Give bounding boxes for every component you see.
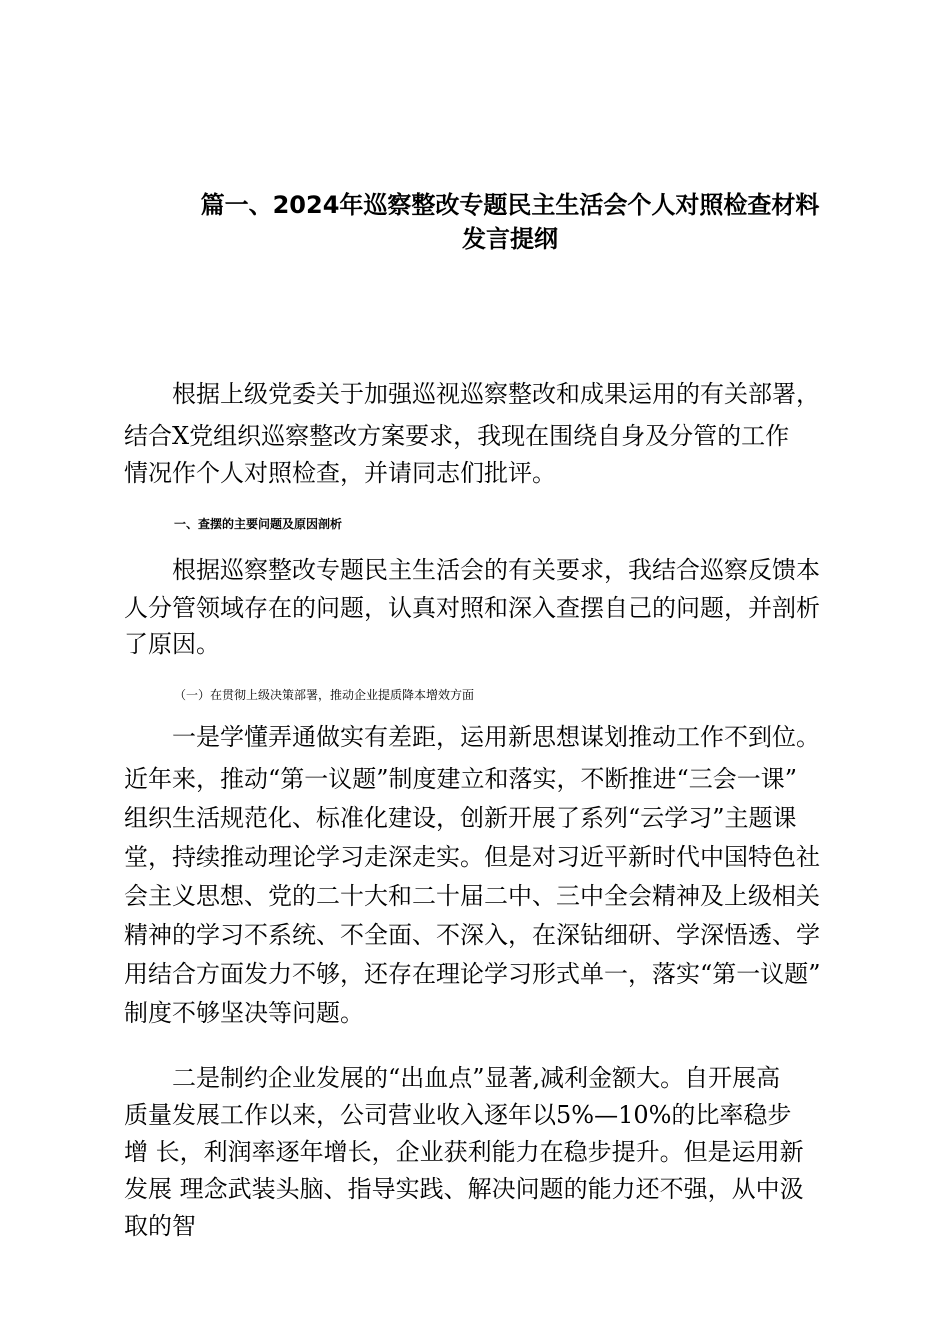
subsection-heading: （一）在贯彻上级决策部署，推动企业提质降本增效方面 (174, 688, 475, 702)
paragraph-line: 发展 理念武装头脑、指导实践、解决问题的能力还不强，从中汲 (124, 1175, 804, 1203)
paragraph-line: 近年来，推动“第一议题”制度建立和落实，不断推进“三会一课” (124, 765, 798, 793)
paragraph-line: 用结合方面发力不够，还存在理论学习形式单一，落实“第一议题” (124, 960, 821, 988)
paragraph-line: 精神的学习不系统、不全面、不深入，在深钻细研、学深悟透、学 (124, 921, 820, 949)
paragraph-line: 一是学懂弄通做实有差距，运用新思想谋划推动工作不到位。 (172, 723, 820, 751)
paragraph-line: 情况作个人对照检查，并请同志们批评。 (124, 459, 556, 487)
document-title-line-2: 发言提纲 (462, 225, 558, 253)
paragraph-line: 结合X党组织巡察整改方案要求，我现在围绕自身及分管的工作 (124, 422, 790, 450)
paragraph-line: 取的智 (124, 1212, 196, 1240)
paragraph-line: 二是制约企业发展的“出血点”显著,减利金额大。自开展高 (172, 1064, 781, 1092)
paragraph-line: 制度不够坚决等问题。 (124, 999, 364, 1027)
paragraph-line: 了原因。 (124, 630, 220, 658)
paragraph-line: 质量发展工作以来，公司营业收入逐年以5%—10%的比率稳步 (124, 1101, 792, 1129)
paragraph-line: 根据上级党委关于加强巡视巡察整改和成果运用的有关部署， (172, 380, 820, 408)
section-heading: 一、查摆的主要问题及原因剖析 (174, 517, 343, 531)
document-title-line-1: 篇一、2024年巡察整改专题民主生活会个人对照检查材料 (200, 191, 820, 219)
paragraph-line: 增 长，利润率逐年增长，企业获利能力在稳步提升。但是运用新 (124, 1138, 804, 1166)
paragraph-line: 根据巡察整改专题民主生活会的有关要求，我结合巡察反馈本 (172, 556, 820, 584)
paragraph-line: 组织生活规范化、标准化建设，创新开展了系列“云学习”主题课 (124, 804, 797, 832)
paragraph-line: 人分管领域存在的问题，认真对照和深入查摆自己的问题，并剖析 (124, 594, 820, 622)
paragraph-line: 会主义思想、党的二十大和二十届二中、三中全会精神及上级相关 (124, 882, 820, 910)
paragraph-line: 堂，持续推动理论学习走深走实。但是对习近平新时代中国特色社 (124, 843, 820, 871)
